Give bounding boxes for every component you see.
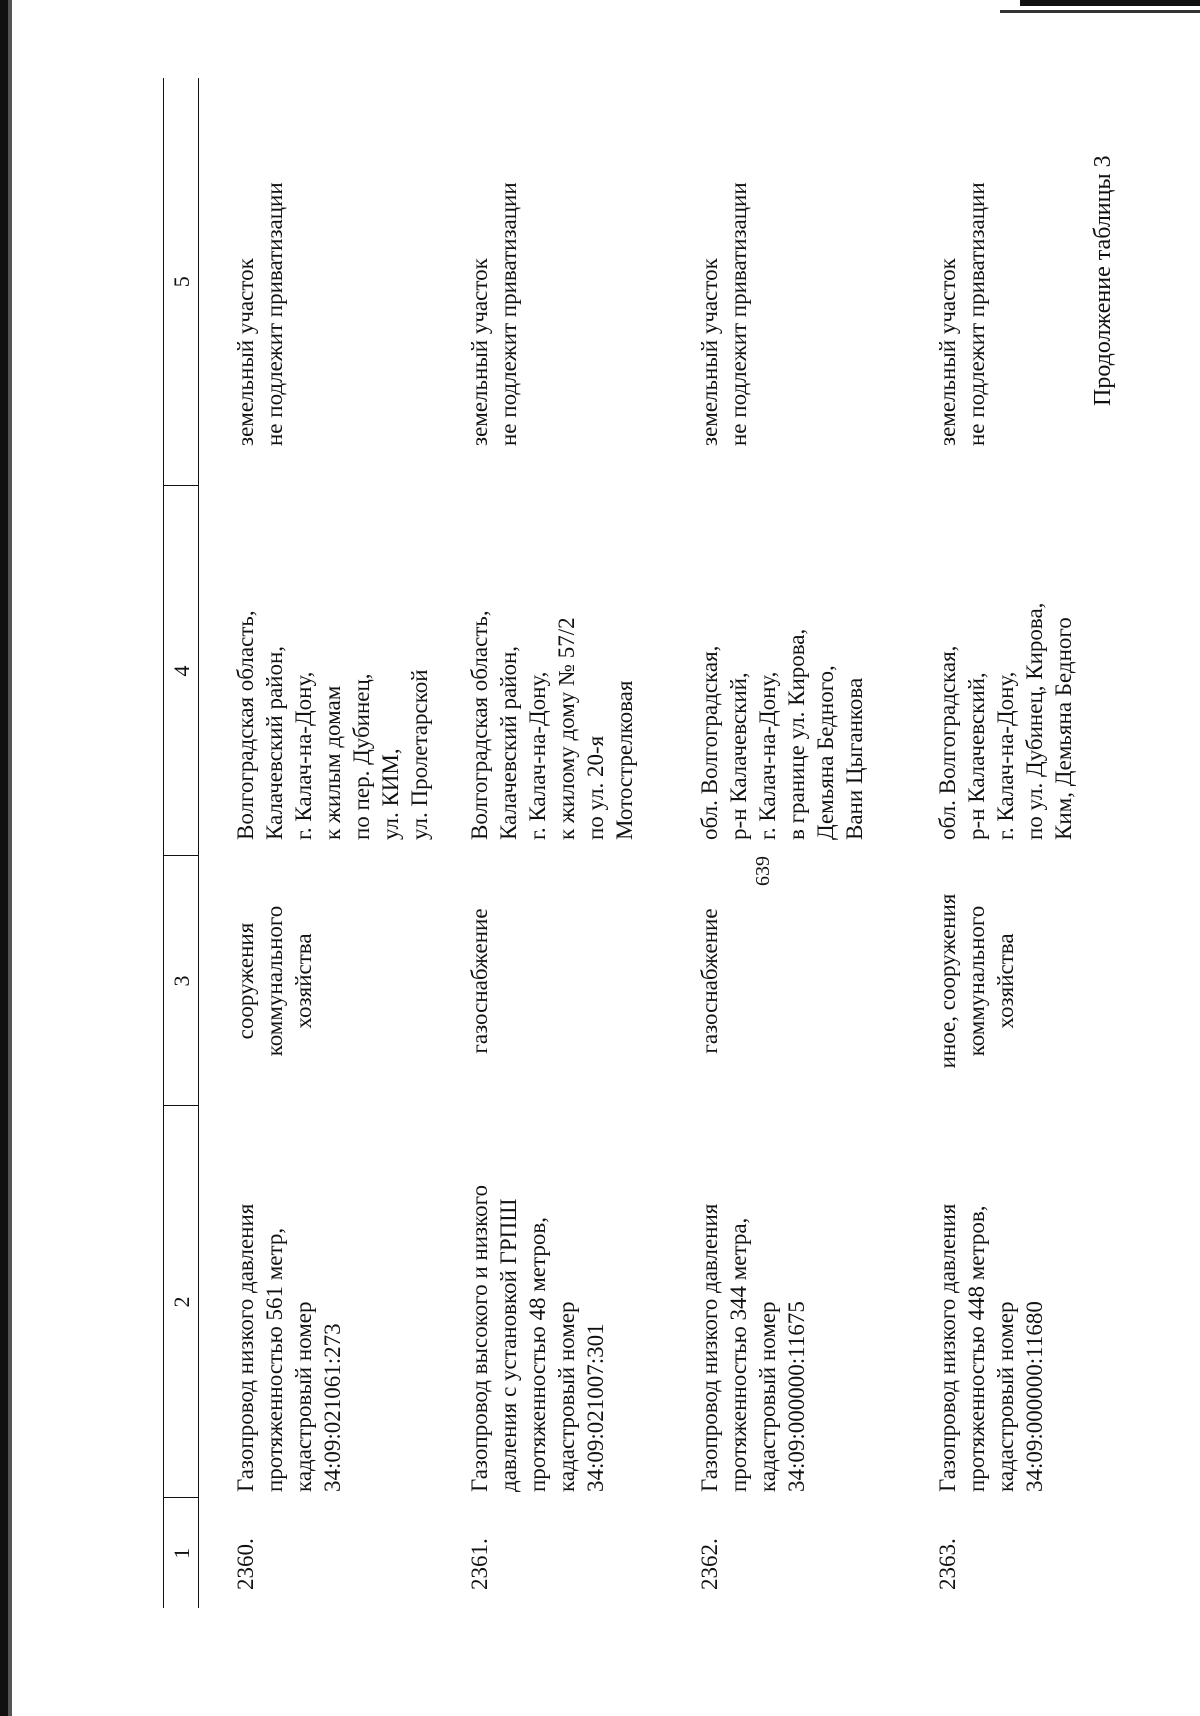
object-note: земельный участок не подлежит приватизации	[935, 182, 989, 446]
table-header-row	[164, 78, 199, 1608]
page-number: 639	[752, 856, 774, 886]
column-header-2: 2	[164, 1106, 199, 1498]
row-number: 2363.	[935, 1538, 960, 1590]
table-row	[925, 78, 1113, 1608]
column-header-5: 5	[164, 78, 199, 486]
object-name: Газопровод высокого и низкого давления с установкой ГРПШ протяженностью 48 метров, кадастровый номер 34:09:021007:301	[467, 1185, 608, 1492]
object-name: Газопровод низкого давления протяженностью 448 метров, кадастровый номер 34:09:000000:11680	[935, 1203, 1047, 1492]
row-number: 2360.	[233, 1538, 258, 1590]
table-row	[687, 78, 925, 1608]
object-note: земельный участок не подлежит приватизации	[467, 182, 521, 446]
object-address: Волгоградская область, Калачевский район, г. Калач-на-Дону, к жилым домам по пер. Дубинец, ул. КИМ, ул. Пролетарской	[233, 610, 432, 840]
object-address: обл. Волгоградская, р-н Калачевский, г. Калач-на-Дону, в границе ул. Кирова, Демьяна Бедного, Вани Цыганкова	[697, 628, 867, 840]
column-header-3: 3	[164, 856, 199, 1106]
row-number: 2361.	[467, 1538, 492, 1590]
table-row	[457, 78, 687, 1608]
object-note: земельный участок не подлежит приватизации	[697, 182, 751, 446]
object-address: обл. Волгоградская, р-н Калачевский, г. Калач-на-Дону, по ул. Дубинец, Кирова, Ким, Демьяна Бедного	[935, 602, 1076, 840]
object-type: иное, сооружения коммунального хозяйства	[935, 893, 1018, 1069]
table-continuation-label: Продолжение таблицы 3	[1090, 155, 1116, 406]
object-name: Газопровод низкого давления протяженностью 561 метр, кадастровый номер 34:09:021061:273	[233, 1203, 345, 1492]
object-type: газоснабжение	[467, 908, 492, 1054]
table-row	[199, 78, 458, 1608]
column-header-1: 1	[164, 1498, 199, 1608]
object-type: газоснабжение	[697, 908, 722, 1054]
property-register-table	[163, 78, 1113, 1608]
object-note: земельный участок не подлежит приватизации	[233, 182, 287, 446]
object-address: Волгоградская область, Калачевский район, г. Калач-на-Дону, к жилому дому № 57/2 по ул. 20-я Мотострелковая	[467, 610, 637, 840]
column-header-4: 4	[164, 486, 199, 856]
object-type: сооружения коммунального хозяйства	[233, 905, 316, 1057]
object-name: Газопровод низкого давления протяженностью 344 метра, кадастровый номер 34:09:000000:11675	[697, 1203, 809, 1492]
row-number: 2362.	[697, 1538, 722, 1590]
